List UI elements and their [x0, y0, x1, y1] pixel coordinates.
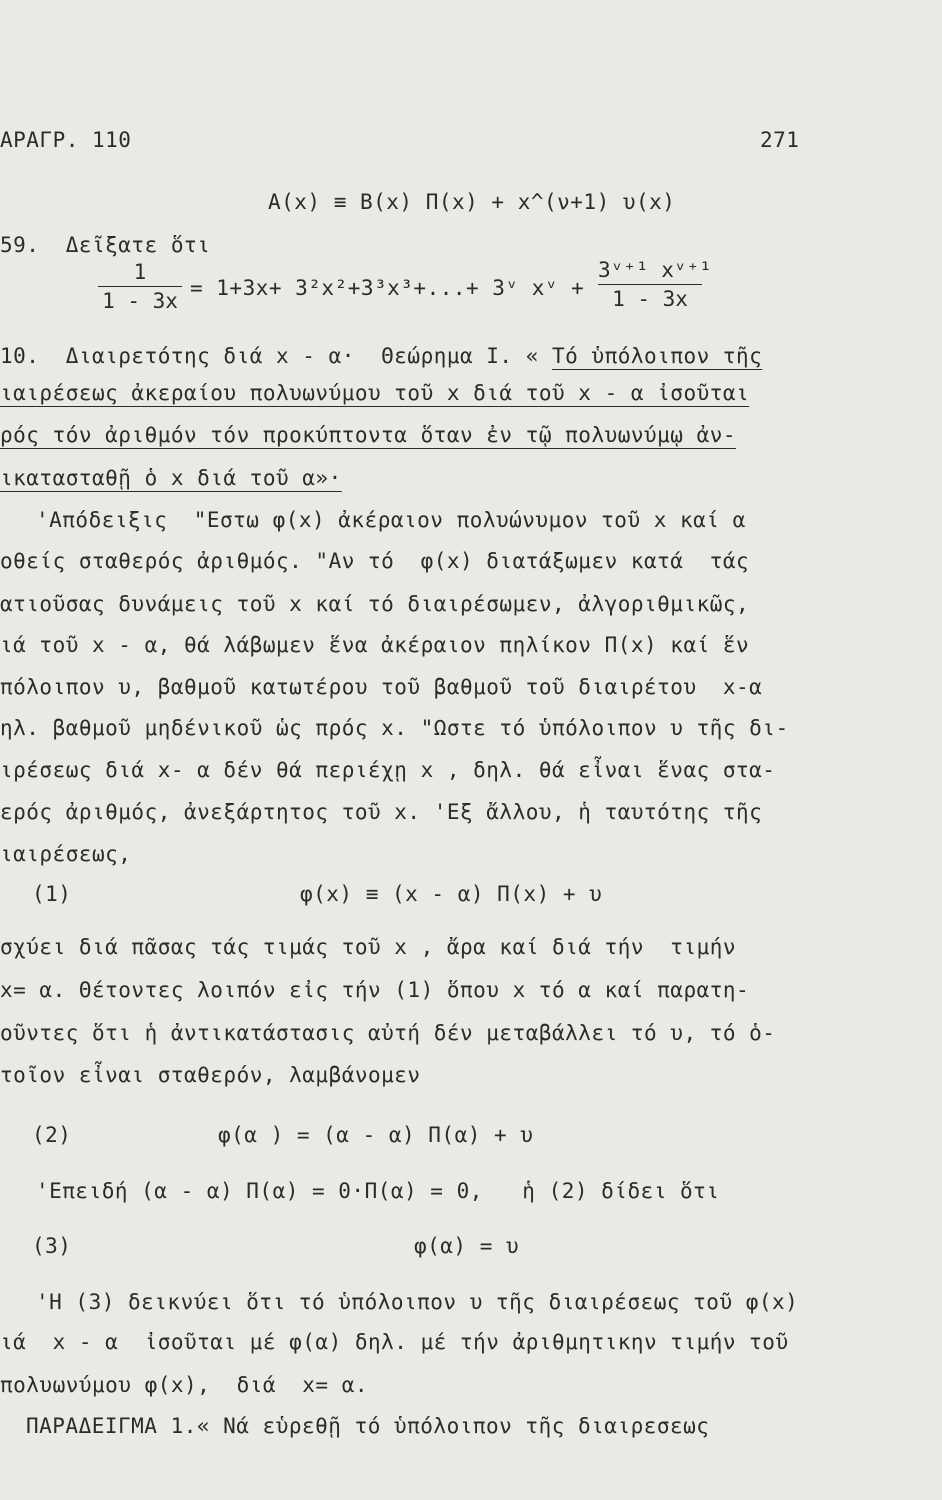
fraction-1: [98, 260, 182, 313]
header-section: ΑΡΑΓΡ. 110: [0, 128, 132, 152]
proof-line-10: σχύει διά πᾶσας τάς τιμάς τοῦ x , ἄρα καί διά τήν τιμήν: [0, 935, 737, 959]
proof-line-1: 'Απόδειξις "Εστω φ(x) ἀκέραιον πολυώνυμον τοῦ x καί α: [36, 508, 746, 532]
proof-line-11: x= α. Θέτοντες λοιπόν εἰς τήν (1) ὅπου x τό α καί παρατη-: [0, 978, 750, 1002]
theorem-line-4: ικατασταθῇ ὁ x διά τοῦ α»·: [0, 466, 342, 490]
proof-line-3: ατιοῦσας δυνάμεις τοῦ x καί τό διαιρέσωμεν, ἀλγοριθμικῶς,: [0, 592, 750, 616]
proof-line-13: τοῖον εἶναι σταθερόν, λαμβάνομεν: [0, 1063, 421, 1087]
exercise-59: 59. Δεῖξατε ὅτι: [0, 233, 211, 257]
proof-line-4: ιά τοῦ x - α, θά λάβωμεν ἕνα ἀκέραιον πηλίκον Π(x) καί ἕν: [0, 633, 750, 657]
proof-line-5: πόλοιπον υ, βαθμοῦ κατωτέρου τοῦ βαθμοῦ τοῦ διαιρέτου x-α: [0, 675, 763, 699]
proof-line-9: ιαιρέσεως,: [0, 842, 132, 866]
theorem-start: Τό ὑπόλοιπον τῆς: [552, 344, 763, 368]
fraction-2-bar: [598, 284, 702, 285]
equation-3-label: (3): [32, 1234, 72, 1258]
fraction-2-numerator: 3ᵛ⁺¹ xᵛ⁺¹: [598, 258, 712, 282]
equation-3: φ(α) = υ: [414, 1234, 520, 1258]
proof-line-8: ερός ἀριθμός, ἀνεξάρτητος τοῦ x. 'Εξ ἄλλου, ἡ ταυτότης τῆς: [0, 800, 763, 824]
conclusion-line-3: πολυωνύμου φ(x), διά x= α.: [0, 1373, 369, 1397]
proof-line-12: οῦντες ὅτι ἡ ἀντικατάστασις αὐτή δέν μεταβάλλει τό υ, τό ὁ-: [0, 1021, 776, 1045]
proof-line-2: οθείς σταθερός ἀριθμός. "Αν τό φ(x) διατάξωμεν κατά τάς: [0, 549, 750, 573]
section-10-heading: [0, 344, 762, 368]
equation-1: φ(x) ≡ (x - α) Π(x) + υ: [300, 882, 603, 906]
identity-formula: A(x) ≡ B(x) Π(x) + x^(ν+1) υ(x): [268, 190, 676, 214]
fraction-1-denominator: 1 - 3x: [102, 289, 178, 313]
theorem-line-2: ιαιρέσεως ἀκεραίου πολυωνύμου τοῦ x διά τοῦ x - α ἰσοῦται: [0, 381, 750, 405]
equation-2-label: (2): [32, 1123, 72, 1147]
conclusion-line-1: 'Η (3) δεικνύει ὅτι τό ὑπόλοιπον υ τῆς διαιρέσεως τοῦ φ(x): [36, 1290, 799, 1314]
equation-2: φ(α ) = (α - α) Π(α) + υ: [218, 1123, 534, 1147]
series-expansion: = 1+3x+ 3²x²+3³x³+...+ 3ᵛ xᵛ +: [190, 276, 585, 300]
proof-line-7: ιρέσεως διά x- α δέν θά περιέχῃ x , δηλ. θά εἶναι ἕνας στα-: [0, 758, 776, 782]
theorem-line-3: ρός τόν ἀριθμόν τόν προκύπτοντα ὅταν ἐν τῷ πολυωνύμῳ ἀν-: [0, 423, 737, 447]
fraction-2: [598, 258, 712, 311]
page-number: 271: [760, 128, 800, 152]
example-1-heading: ΠΑΡΑΔΕΙΓΜΑ 1.« Νά εὑρεθῇ τό ὑπόλοιπον τῆς διαιρεσεως: [26, 1414, 710, 1438]
proof-line-6: ηλ. βαθμοῦ μηδένικοῦ ὡς πρός x. "Ωστε τό ὑπόλοιπον υ τῆς δι-: [0, 716, 789, 740]
fraction-1-bar: [98, 286, 182, 287]
fraction-2-denominator: 1 - 3x: [612, 287, 688, 311]
fraction-1-numerator: 1: [133, 260, 147, 284]
section-10-title: 10. Διαιρετότης διά x - α· Θεώρημα I. «: [0, 344, 539, 368]
equation-1-label: (1): [32, 882, 72, 906]
proof-line-14: 'Επειδή (α - α) Π(α) = 0·Π(α) = 0, ἡ (2) δίδει ὅτι: [36, 1179, 720, 1203]
conclusion-line-2: ιά x - α ἰσοῦται μέ φ(α) δηλ. μέ τήν ἀριθμητικην τιμήν τοῦ: [0, 1330, 789, 1354]
